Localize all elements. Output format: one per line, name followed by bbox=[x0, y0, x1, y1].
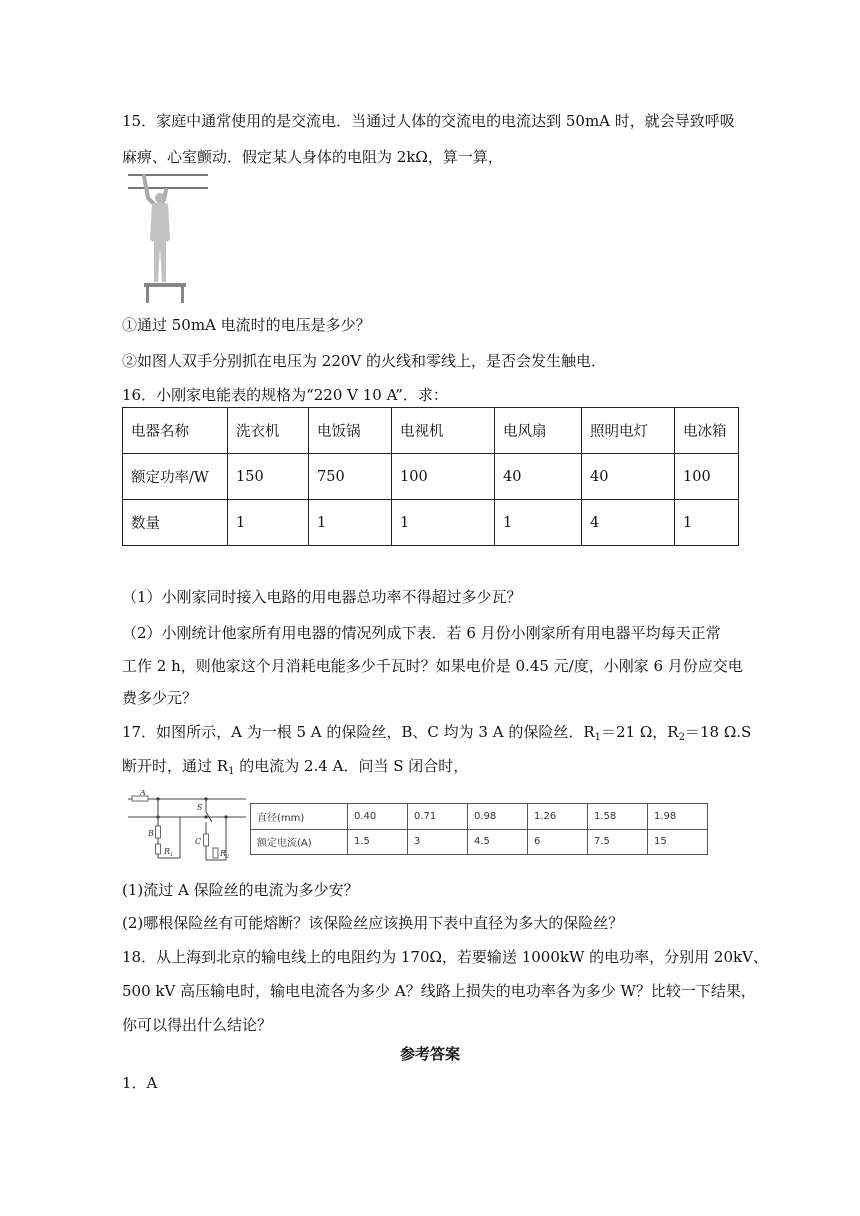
table-cell: 额定电流(A) bbox=[251, 829, 348, 855]
table-cell: 4.5 bbox=[468, 829, 528, 855]
table-cell: 7.5 bbox=[588, 829, 648, 855]
q16-part1: （1）小刚家同时接入电路的用电器总功率不得超过多少瓦？ bbox=[122, 588, 522, 606]
table-row bbox=[123, 500, 739, 546]
table-cell: 1 bbox=[309, 500, 392, 546]
table-cell: 额定功率/W bbox=[123, 454, 228, 500]
answers-title: 参考答案 bbox=[399, 1045, 460, 1063]
q17-line2-b: 的电流为 2.4 A．问当 S 闭合时， bbox=[234, 757, 469, 775]
q15-text-line1: 15．家庭中通常使用的是交流电．当通过人体的交流电的电流达到 50mA 时，就会导致呼吸 bbox=[122, 112, 735, 130]
q15-sub1: ①通过 50mA 电流时的电压是多少？ bbox=[122, 316, 371, 334]
q17-text-line2 bbox=[122, 756, 468, 782]
label-C: C bbox=[195, 837, 202, 846]
table-cell: 洗衣机 bbox=[228, 408, 309, 454]
table-cell: 1.26 bbox=[528, 804, 588, 830]
q17-part2: (2)哪根保险丝有可能熔断？该保险丝应该换用下表中直径为多大的保险丝？ bbox=[122, 914, 624, 932]
q17-line2-a: 断开时，通过 R bbox=[122, 757, 229, 775]
table-cell: 电饭锅 bbox=[309, 408, 392, 454]
q18-text-line1: 18．从上海到北京的输电线上的电阻约为 170Ω，若要输送 1000kW 的电功率，分别用 20kV、 bbox=[122, 948, 768, 966]
q16-part2-line1: （2）小刚统计他家所有用电器的情况列成下表．若 6 月份小刚家所有用电器平均每天正常 bbox=[122, 624, 721, 642]
table-cell: 4 bbox=[582, 500, 675, 546]
label-S: S bbox=[197, 803, 203, 812]
person-touching-wires-figure bbox=[126, 170, 212, 306]
q17-part1: (1)流过 A 保险丝的电流为多少安？ bbox=[122, 881, 359, 899]
answer-1: 1．A bbox=[122, 1074, 158, 1092]
table-cell: 电风扇 bbox=[495, 408, 582, 454]
table-cell: 100 bbox=[675, 454, 739, 500]
table-cell: 电视机 bbox=[392, 408, 495, 454]
r2-subscript: 2 bbox=[678, 732, 685, 743]
table-cell: 750 bbox=[309, 454, 392, 500]
q17-text-line1 bbox=[122, 722, 751, 748]
table-cell: 1 bbox=[675, 500, 739, 546]
table-row bbox=[123, 408, 739, 454]
q18-text-line2: 500 kV 高压输电时，输电电流各为多少 A？线路上损失的电功率各为多少 W？比较一下结果， bbox=[122, 982, 756, 1000]
table-cell: 0.40 bbox=[348, 804, 408, 830]
table-cell: 40 bbox=[495, 454, 582, 500]
q16-part2-line3: 费多少元？ bbox=[122, 689, 198, 707]
table-row bbox=[251, 829, 708, 855]
table-row bbox=[251, 804, 708, 830]
label-B: B bbox=[148, 829, 154, 838]
table-cell: 0.71 bbox=[408, 804, 468, 830]
q15-sub2: ②如图人双手分别抓在电压为 220V 的火线和零线上，是否会发生触电． bbox=[122, 352, 607, 370]
table-cell: 100 bbox=[392, 454, 495, 500]
table-cell: 6 bbox=[528, 829, 588, 855]
table-cell: 照明电灯 bbox=[582, 408, 675, 454]
table-cell: 15 bbox=[648, 829, 708, 855]
q16-part2-line2: 工作 2 h，则他家这个月消耗电能多少千瓦时？如果电价是 0.45 元/度，小刚家 6 月份应交电 bbox=[122, 657, 743, 675]
label-A: A bbox=[140, 790, 146, 797]
fuse-circuit-diagram bbox=[126, 790, 248, 862]
table-cell: 电冰箱 bbox=[675, 408, 739, 454]
table-cell: 1.98 bbox=[648, 804, 708, 830]
table-cell: 数量 bbox=[123, 500, 228, 546]
table-cell: 直径(mm) bbox=[251, 804, 348, 830]
table-cell: 0.98 bbox=[468, 804, 528, 830]
table-cell: 150 bbox=[228, 454, 309, 500]
q16-text-line1: 16．小刚家电能表的规格为“220 V 10 A”．求： bbox=[122, 386, 448, 404]
r1-subscript: 1 bbox=[594, 732, 601, 743]
table-cell: 1 bbox=[392, 500, 495, 546]
table-cell: 3 bbox=[408, 829, 468, 855]
table-cell: 1 bbox=[495, 500, 582, 546]
table-row bbox=[123, 454, 739, 500]
table-cell: 电器名称 bbox=[123, 408, 228, 454]
table-cell: 1 bbox=[228, 500, 309, 546]
q17-line1-a: 17．如图所示，A 为一根 5 A 的保险丝，B、C 均为 3 A 的保险丝．R bbox=[122, 723, 595, 741]
r1-subscript: 1 bbox=[228, 766, 235, 777]
q17-line1-b: ＝21 Ω，R bbox=[601, 723, 679, 741]
table-cell: 1.58 bbox=[588, 804, 648, 830]
table-cell: 40 bbox=[582, 454, 675, 500]
q15-text-line2: 麻痹、心室颤动．假定某人身体的电阻为 2kΩ，算一算， bbox=[122, 148, 503, 166]
label-R1: $R_1$ bbox=[164, 847, 174, 858]
label-R2: $R_2$ bbox=[220, 849, 230, 860]
q17-line1-c: ＝18 Ω.S bbox=[684, 723, 752, 741]
fuse-spec-table bbox=[250, 803, 708, 855]
appliance-table bbox=[122, 407, 739, 546]
q18-text-line3: 你可以得出什么结论？ bbox=[122, 1016, 273, 1034]
table-cell: 1.5 bbox=[348, 829, 408, 855]
